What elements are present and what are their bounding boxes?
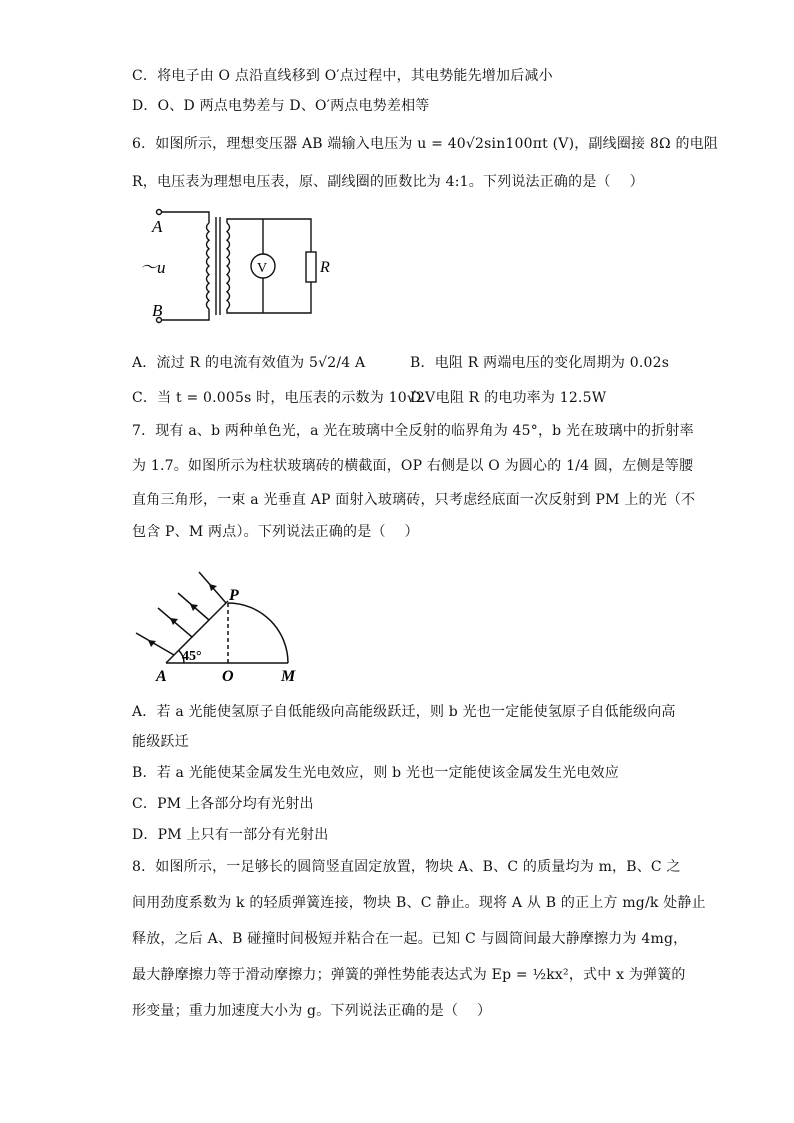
question-7-option-c: C．PM 上各部分均有光射出 bbox=[132, 796, 314, 812]
terminal-b-label: B bbox=[152, 301, 163, 320]
point-o-label: O bbox=[222, 668, 234, 685]
question-6-option-c: C．当 t = 0.005s 时，电压表的示数为 10√2V bbox=[132, 390, 436, 406]
point-m-label: M bbox=[281, 668, 296, 685]
question-8-stem-2: 间用劲度系数为 k 的轻质弹簧连接，物块 B、C 静止。现将 A 从 B 的正上方 mg/k 处静止 bbox=[132, 895, 706, 911]
source-u-label: ～u bbox=[140, 258, 166, 277]
question-7-option-d: D．PM 上只有一部分有光射出 bbox=[132, 827, 329, 843]
option-6d-prev: D．O、D 两点电势差与 D、O′两点电势差相等 bbox=[132, 98, 430, 114]
question-7-option-a: A．若 a 光能使氢原子自低能级向高能级跃迁，则 b 光也一定能使氢原子自低能级向高 bbox=[132, 704, 676, 720]
resistor-r-label: R bbox=[320, 259, 330, 276]
question-8-stem: 8．如图所示，一足够长的圆筒竖直固定放置，物块 A、B、C 的质量均为 m，B、C 之 bbox=[132, 859, 681, 875]
question-7-stem-2: 为 1.7。如图所示为柱状玻璃砖的横截面，OP 右侧是以 O 为圆心的 1/4 圆，左侧是等腰 bbox=[132, 458, 694, 474]
question-8-stem-5: 形变量；重力加速度大小为 g。下列说法正确的是（ ） bbox=[132, 1003, 492, 1019]
transformer-circuit-diagram bbox=[135, 203, 335, 329]
point-p-label: P bbox=[229, 587, 239, 604]
question-8-stem-4: 最大静摩擦力等于滑动摩擦力；弹簧的弹性势能表达式为 Ep = ½kx²，式中 x 为弹簧的 bbox=[132, 967, 686, 983]
question-6-option-b: B．电阻 R 两端电压的变化周期为 0.02s bbox=[410, 355, 670, 371]
question-7-stem-3: 直角三角形，一束 a 光垂直 AP 面射入玻璃砖，只考虑经底面一次反射到 PM 上的光（不 bbox=[132, 492, 696, 508]
option-6c-prev: C．将电子由 O 点沿直线移到 O′点过程中，其电势能先增加后减小 bbox=[132, 68, 553, 84]
question-7-option-b: B．若 a 光能使某金属发生光电效应，则 b 光也一定能使该金属发生光电效应 bbox=[132, 765, 619, 781]
question-6-stem: 6．如图所示，理想变压器 AB 端输入电压为 u = 40√2sin100πt (V)，副线圈接 8Ω 的电阻 bbox=[132, 136, 719, 152]
question-6-option-d: D．电阻 R 的电功率为 12.5W bbox=[410, 390, 607, 406]
voltmeter-label: V bbox=[257, 261, 268, 276]
question-6-stem-2: R，电压表为理想电压表，原、副线圈的匝数比为 4:1。下列说法正确的是（ ） bbox=[132, 174, 644, 190]
question-7-option-a-cont: 能级跃迁 bbox=[132, 734, 189, 750]
point-a-label: A bbox=[156, 668, 167, 685]
question-7-stem-4: 包含 P、M 两点）。下列说法正确的是（ ） bbox=[132, 524, 419, 540]
angle-45-label: 45° bbox=[182, 649, 202, 664]
glass-brick-diagram bbox=[134, 566, 304, 688]
question-7-stem: 7．现有 a、b 两种单色光，a 光在玻璃中全反射的临界角为 45°，b 光在玻璃中的折射率 bbox=[132, 423, 694, 439]
terminal-a-label: A bbox=[152, 217, 163, 236]
question-6-option-a: A．流过 R 的电流有效值为 5√2/4 A bbox=[132, 355, 366, 371]
question-8-stem-3: 释放，之后 A、B 碰撞时间极短并粘合在一起。已知 C 与圆筒间最大静摩擦力为 4mg， bbox=[132, 931, 688, 947]
